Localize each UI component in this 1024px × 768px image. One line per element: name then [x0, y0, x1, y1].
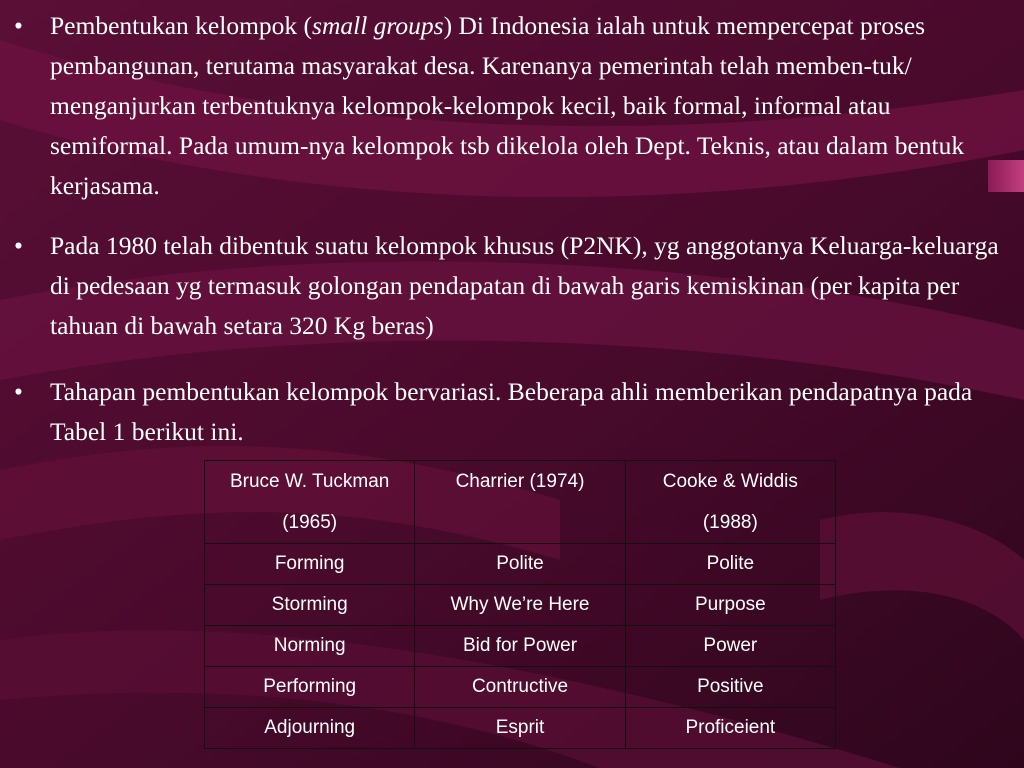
table-cell: Storming	[205, 585, 415, 626]
bullet-text	[50, 6, 1004, 206]
table-cell: Forming	[205, 544, 415, 585]
table-cell: Polite	[625, 544, 835, 585]
table-cell: Performing	[205, 667, 415, 708]
bullet-item	[14, 226, 1004, 346]
bullet-text-part: ) Di Indonesia ialah untuk mempercepat proses pembangunan, terutama masyarakat desa. Karenanya pemerintah telah memben-tuk/ menganjurkan terbentuknya kelompok-kelompok kecil, baik formal, informal atau semiformal. Pada umum-nya kelompok tsb dikelola oleh Dept. Teknis, atau dalam bentuk kerjasama.	[50, 11, 965, 200]
bullet-text-part: Pembentukan kelompok (	[50, 11, 313, 40]
header-author: Bruce W. Tuckman	[229, 471, 390, 492]
table-cell: Contructive	[415, 667, 625, 708]
table-header-cell	[415, 461, 625, 544]
bullet-text-italic: small groups	[312, 11, 444, 40]
table-header-row	[205, 461, 836, 544]
table-cell: Proficeient	[625, 708, 835, 749]
header-author: Cooke & Widdis	[662, 471, 798, 492]
table-header-cell	[625, 461, 835, 544]
bullet-marker: •	[14, 231, 23, 260]
header-author: Charrier (1974)	[455, 471, 585, 492]
table-cell: Why We’re Here	[415, 585, 625, 626]
bullet-text: Tahapan pembentukan kelompok bervariasi. Beberapa ahli memberikan pendapatnya pada Tabel 1 berikut ini.	[50, 377, 973, 446]
table-cell: Norming	[205, 626, 415, 667]
table-row	[205, 585, 836, 626]
table-row	[205, 667, 836, 708]
table-cell: Purpose	[625, 585, 835, 626]
bullet-item	[14, 372, 1004, 452]
table-cell: Polite	[415, 544, 625, 585]
header-year: (1965)	[282, 512, 338, 533]
bullet-marker: •	[14, 11, 23, 40]
table-row	[205, 626, 836, 667]
bullet-item	[14, 6, 1004, 206]
header-year: (1988)	[702, 512, 758, 533]
table-cell: Power	[625, 626, 835, 667]
table-cell: Adjourning	[205, 708, 415, 749]
table-header-cell	[205, 461, 415, 544]
bullet-marker: •	[14, 377, 23, 406]
table-cell: Bid for Power	[415, 626, 625, 667]
table-cell: Positive	[625, 667, 835, 708]
bullet-text: Pada 1980 telah dibentuk suatu kelompok khusus (P2NK), yg anggotanya Keluarga-keluarga di pedesaan yg termasuk golongan pendapatan di bawah garis kemiskinan (per kapita per tahuan di bawah setara 320 Kg beras)	[50, 231, 999, 340]
table-row	[205, 708, 836, 749]
table-row	[205, 544, 836, 585]
table-cell: Esprit	[415, 708, 625, 749]
group-stages-table	[204, 460, 836, 749]
